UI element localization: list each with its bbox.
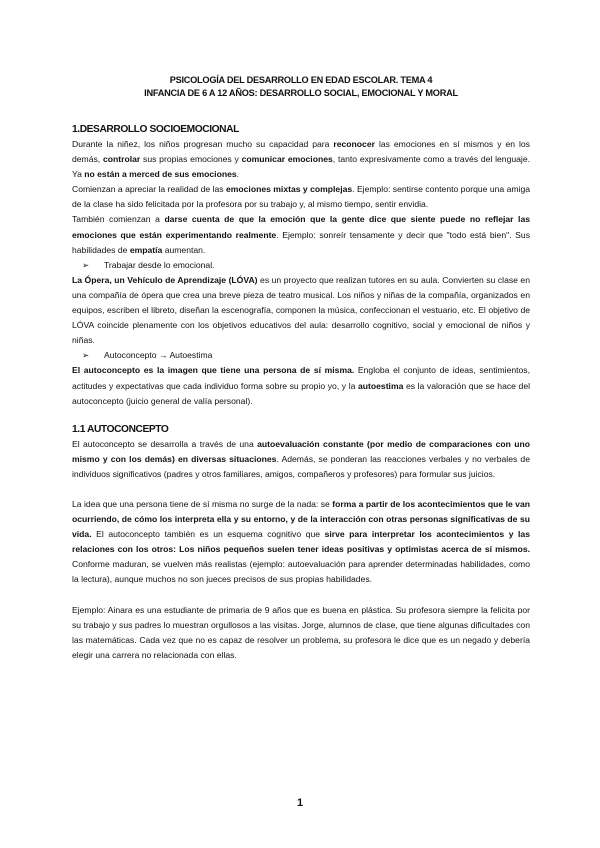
- paragraph-example-ainara: Ejemplo: Ainara es una estudiante de primaria de 9 años que es buena en plástica. Su profesora siempre la felicita por su trabajo y sus padres lo muestran orgullosos a las visitas. Jorge, alumnos de clase, que tiene algunas dificultades con las matemáticas. Cada vez que no es capaz de resolver un problema, su profesora le dice que es un negado y debería elegir una carrera no relacionada con ellas.: [72, 604, 530, 660]
- paragraph-emotions-progress: Durante la niñez, los niños progresan mucho su capacidad para reconocer las emociones en sí mismos y en los demás, controlar sus propias emociones y comunicar emociones, tanto expresivamente como a través del lenguaje. Ya no están a merced de sus emociones.: [72, 139, 531, 180]
- bullet-item-self-concept: ➢ Autoconcepto → Autoestima: [72, 348, 530, 363]
- paragraph-real-emotions: También comienzan a darse cuenta de que la emoción que la gente dice que siente puede no reflejar las emociones que están experimentando realmente. Ejemplo: sonreír tensamente y decir que "todo está bien". Sus habilidades de empatía aumentan.: [72, 214, 530, 255]
- section-heading-socioemotional: 1.DESARROLLO SOCIOEMOCIONAL: [72, 124, 239, 135]
- arrowhead-bullet-icon: ➢: [82, 259, 90, 270]
- title-line-1: PSICOLOGÍA DEL DESARROLLO EN EDAD ESCOLAR. TEMA 4: [169, 75, 433, 85]
- document-title: [72, 74, 530, 100]
- title-line-2: INFANCIA DE 6 A 12 AÑOS: DESARROLLO SOCIAL, EMOCIONAL Y MORAL: [144, 88, 458, 98]
- bullet-item-emotional: ➢ Trabajar desde lo emocional.: [72, 258, 530, 273]
- paragraph-self-concept-definition: El autoconcepto es la imagen que tiene una persona de sí misma. Engloba el conjunto de ideas, sentimientos, actitudes y expectativas que cada individuo forma sobre su propio yo, y la autoestima es la valoración que se hace del autoconcepto (juicio general de valía personal).: [72, 365, 531, 406]
- page-content: [72, 74, 530, 663]
- paragraph-self-evaluation: El autoconcepto se desarrolla a través de una autoevaluación constante (por medio de comparaciones con uno mismo y con los demás) en diversas situaciones. Además, se ponderan las reacciones verbales y no verbales de individuos significativos (padres y otros familiares, amigos, compañeros y profesores) para formular sus juicios.: [72, 438, 530, 479]
- arrowhead-bullet-icon: ➢: [82, 350, 90, 361]
- page-number: 1: [296, 797, 304, 809]
- section-heading-self-concept: 1.1 AUTOCONCEPTO: [72, 423, 169, 435]
- paragraph-lova: La Ópera, un Vehículo de Aprendizaje (LÓVA) es un proyecto que realizan tutores en su aula. Convierten su clase en una compañía de ópera que crea una breve pieza de teatro musical. Los niños y niñas de la compañía, organizados en equipos, escriben el libreto, diseñan la escenografía, componen la música, confeccionan el vestuario, etc. El objetivo de LÓVA coincide plenamente con los objetivos educativos del aula: desarrollo cognitivo, social y emocional de niños y niñas.: [72, 274, 530, 346]
- paragraph-mixed-emotions: Comienzan a apreciar la realidad de las emociones mixtas y complejas. Ejemplo: sentirse contento porque una amiga de la clase ha sido felicitada por la profesora por su trabajo y, al mismo tiempo, sentir envidia.: [72, 184, 530, 210]
- paragraph-self-idea-formation: La idea que una persona tiene de sí misma no surge de la nada: se forma a partir de los acontecimientos que le van ocurriendo, de cómo los interpreta ella y su entorno, y de la interacción con otras personas significativas de su vida. El autoconcepto también es un esquema cognitivo que sirve para interpretar los acontecimientos y las relaciones con los otros: Los niños pequeños suelen tener ideas positivas y optimistas acerca de sí mismos. Conforme maduran, se vuelven más realistas (ejemplo: autoevaluación para aprender determinadas habilidades, como la lectura), aunque muchos no son jueces precisos de sus propias habilidades.: [72, 498, 530, 585]
